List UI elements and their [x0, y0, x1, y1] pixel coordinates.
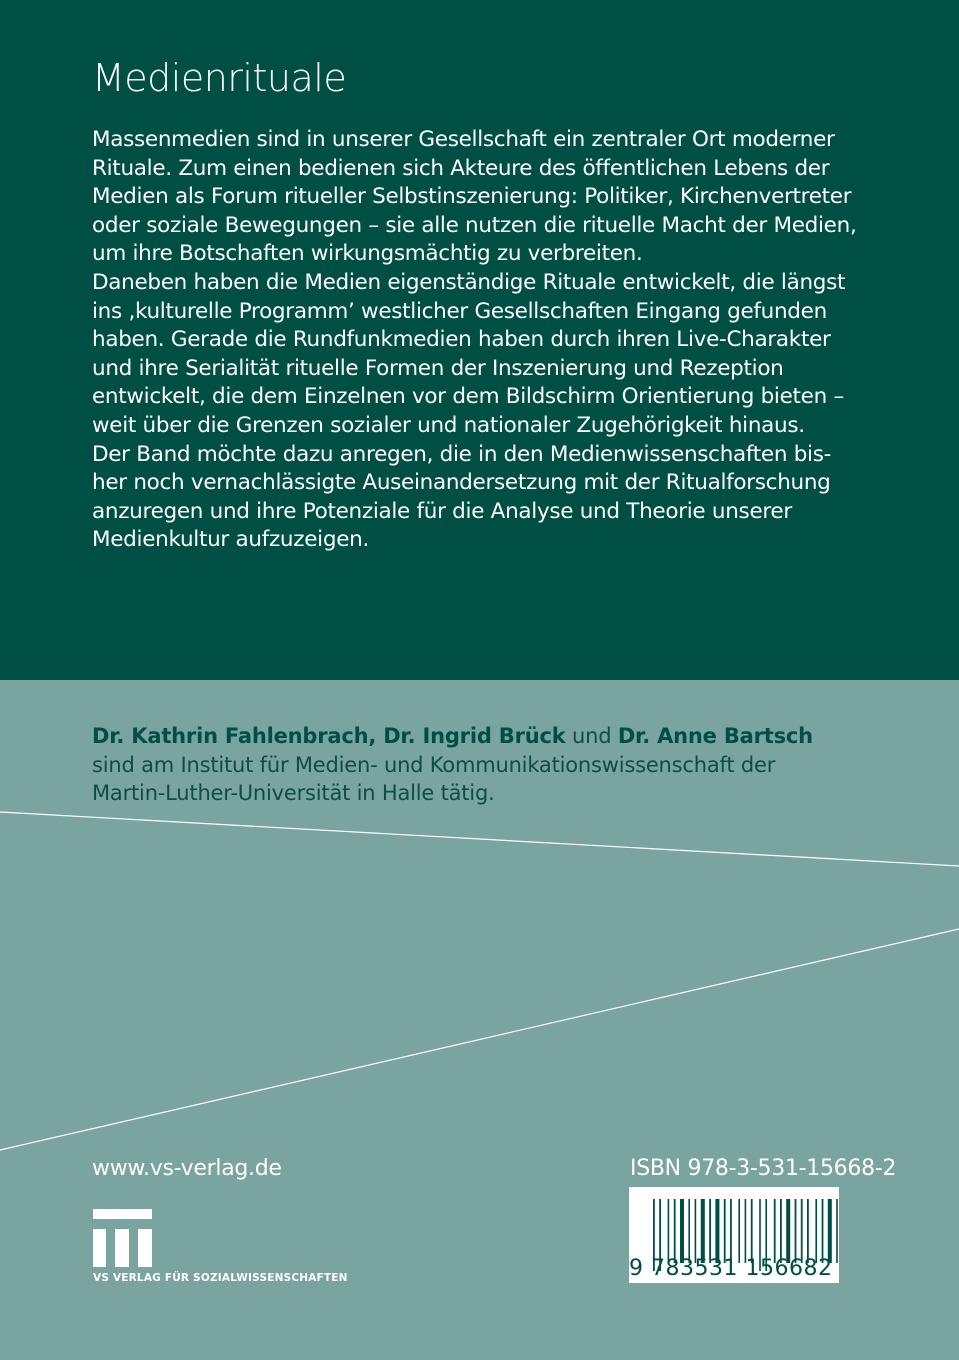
- blurb-line: anzuregen und ihre Potenziale für die Analyse und Theorie unserer: [92, 498, 792, 524]
- blurb-line: Medienkultur aufzuzeigen.: [92, 527, 369, 553]
- barcode-bar: [786, 1199, 790, 1263]
- diagonal-line-1: [0, 812, 959, 866]
- publisher-url[interactable]: www.vs-verlag.de: [92, 1156, 282, 1181]
- blurb-line: Massenmedien sind in unserer Gesellschaft ein zentraler Ort moderner: [92, 127, 835, 152]
- barcode-bar: [801, 1199, 803, 1263]
- blurb-line: entwickelt, die dem Einzelnen vor dem Bildschirm Orientierung bieten –: [92, 384, 844, 410]
- barcode-bar: [774, 1199, 776, 1263]
- author-names-1: Dr. Kathrin Fahlenbrach, Dr. Ingrid Brück: [92, 724, 566, 748]
- barcode-bar: [668, 1199, 670, 1263]
- author-info: [92, 722, 813, 808]
- blurb-line: Daneben haben die Medien eigenständige Rituale entwickelt, die längst: [92, 269, 846, 295]
- barcode-bar: [724, 1199, 726, 1263]
- barcode-bar: [674, 1199, 676, 1263]
- barcode-bar: [738, 1199, 740, 1263]
- author-affiliation-2: Martin-Luther-Universität in Halle tätig.: [92, 781, 495, 805]
- diagonal-line-2: [0, 929, 959, 1150]
- barcode-bar: [715, 1199, 719, 1263]
- blurb-line: Der Band möchte dazu anregen, die in den Medienwissenschaften bis-: [92, 441, 832, 467]
- barcode-bar: [822, 1199, 824, 1263]
- blurb-line: Rituale. Zum einen bedienen sich Akteure des öffentlichen Lebens der: [92, 155, 830, 181]
- barcode-bar: [688, 1199, 690, 1263]
- barcode-bar: [701, 1199, 705, 1263]
- book-title: Medienrituale: [92, 56, 347, 100]
- blurb-line: ins ‚kulturelle Programm’ westlicher Gesellschaften Eingang gefunden: [92, 298, 827, 324]
- barcode-bar: [695, 1199, 697, 1263]
- blurb-line: haben. Gerade die Rundfunkmedien haben durch ihren Live-Charakter: [92, 327, 831, 353]
- barcode-bar: [730, 1199, 732, 1263]
- blurb-text: [92, 126, 856, 555]
- publisher-logo-icon: [93, 1209, 153, 1267]
- blurb-line: weit über die Grenzen sozialer und nationaler Zugehörigkeit hinaus.: [92, 412, 805, 438]
- barcode: [629, 1187, 839, 1283]
- blurb-line: und ihre Serialität rituelle Formen der Inszenierung und Rezeption: [92, 355, 784, 381]
- blurb-line: Medien als Forum ritueller Selbstinszenierung: Politiker, Kirchenvertreter: [92, 184, 852, 210]
- author-names-2: Dr. Anne Bartsch: [617, 724, 813, 748]
- barcode-digits: 9 783531 156682: [629, 1256, 833, 1281]
- isbn-label: ISBN 978-3-531-15668-2: [630, 1156, 897, 1181]
- barcode-bar: [709, 1199, 711, 1263]
- blurb-line: her noch vernachlässigte Auseinandersetzung mit der Ritualforschung: [92, 470, 831, 496]
- blurb-line: um ihre Botschaften wirkungsmächtig zu verbreiten.: [92, 241, 643, 267]
- barcode-bar: [836, 1199, 838, 1263]
- barcode-bar: [751, 1199, 753, 1263]
- author-conjunction: und: [565, 724, 618, 748]
- barcode-bar: [807, 1199, 809, 1263]
- barcode-bar: [745, 1199, 747, 1263]
- author-affiliation-1: sind am Institut für Medien- und Kommunikationswissenschaft der: [92, 752, 776, 777]
- barcode-bar: [680, 1199, 684, 1263]
- blurb-line: oder soziale Bewegungen – sie alle nutzen die rituelle Macht der Medien,: [92, 212, 857, 238]
- barcode-bar: [795, 1199, 797, 1263]
- barcode-bar: [780, 1199, 782, 1263]
- barcode-bar: [828, 1199, 832, 1263]
- barcode-bar: [815, 1199, 817, 1263]
- publisher-name: VS VERLAG FÜR SOZIALWISSENSCHAFTEN: [93, 1272, 348, 1284]
